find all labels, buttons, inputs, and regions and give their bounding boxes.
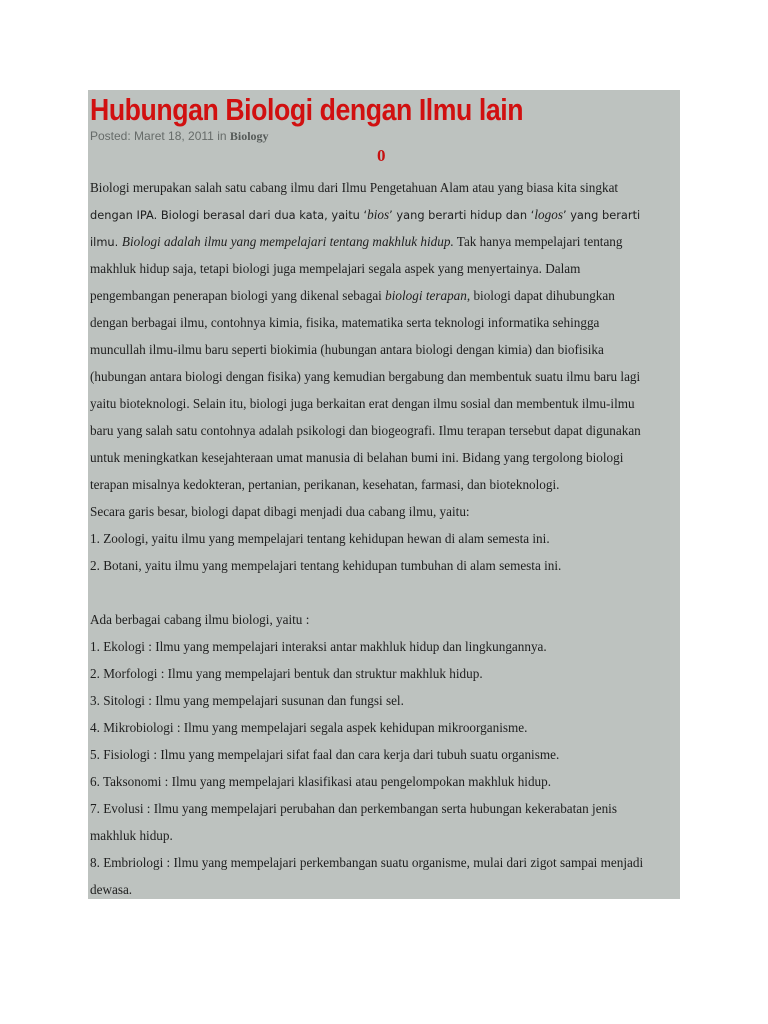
list-item-continued: dewasa. [90, 882, 133, 897]
list-item: 3. Sitologi : Ilmu yang mempelajari susunan dan fungsi sel. [90, 693, 404, 708]
body-line: ilmu. Biologi adalah ilmu yang mempelajari tentang makhluk hidup. Tak hanya mempelajari tentang [90, 234, 623, 249]
list-item-continued: makhluk hidup. [90, 828, 173, 843]
body-line: terapan misalnya kedokteran, pertanian, perikanan, kesehatan, farmasi, dan bioteknologi. [90, 477, 560, 492]
body-line: (hubungan antara biologi dengan fisika) yang kemudian bergabung dan membentuk suatu ilmu baru lagi [90, 369, 641, 384]
body-line: baru yang salah satu contohnya adalah psikologi dan biogeografi. Ilmu terapan tersebut dapat digunakan [90, 423, 641, 438]
list-item: 2. Morfologi : Ilmu yang mempelajari bentuk dan struktur makhluk hidup. [90, 666, 483, 681]
posted-date: Posted: Maret 18, 2011 in [90, 129, 230, 143]
body-line: muncullah ilmu-ilmu baru seperti biokimia (hubungan antara biologi dengan kimia) dan biofisika [90, 342, 604, 357]
section-intro: Ada berbagai cabang ilmu biologi, yaitu : [90, 612, 310, 627]
list-item: 4. Mikrobiologi : Ilmu yang mempelajari segala aspek kehidupan mikroorganisme. [90, 720, 528, 735]
body-line: pengembangan penerapan biologi yang dikenal sebagai biologi terapan, biologi dapat dihubungkan [90, 288, 615, 303]
article-body [90, 174, 675, 903]
body-line: untuk meningkatkan kesejahteraan umat manusia di belahan bumi ini. Bidang yang tergolong biologi [90, 450, 624, 465]
category-link[interactable]: Biology [229, 129, 269, 143]
section-intro: Secara garis besar, biologi dapat dibagi menjadi dua cabang ilmu, yaitu: [90, 504, 470, 519]
post-meta [90, 128, 269, 144]
list-item: 7. Evolusi : Ilmu yang mempelajari perubahan dan perkembangan serta hubungan kekerabatan jenis [90, 801, 617, 816]
body-line: dengan berbagai ilmu, contohnya kimia, fisika, matematika serta teknologi informatika sehingga [90, 315, 600, 330]
page-title: Hubungan Biologi dengan Ilmu lain [90, 92, 524, 127]
body-line: Biologi merupakan salah satu cabang ilmu dari Ilmu Pengetahuan Alam atau yang biasa kita singkat [90, 180, 619, 195]
spacer [90, 579, 675, 606]
body-line: makhluk hidup saja, tetapi biologi juga mempelajari segala aspek yang menyertainya. Dalam [90, 261, 581, 276]
list-item: 2. Botani, yaitu ilmu yang mempelajari tentang kehidupan tumbuhan di alam semesta ini. [90, 558, 562, 573]
body-line: yaitu bioteknologi. Selain itu, biologi juga berkaitan erat dengan ilmu sosial dan membentuk ilmu-ilmu [90, 396, 635, 411]
list-item: 1. Zoologi, yaitu ilmu yang mempelajari tentang kehidupan hewan di alam semesta ini. [90, 531, 550, 546]
list-item: 5. Fisiologi : Ilmu yang mempelajari sifat faal dan cara kerja dari tubuh suatu organisme. [90, 747, 560, 762]
body-line: dengan IPA. Biologi berasal dari dua kata, yaitu ‘bios’ yang berarti hidup dan ‘logos’ yang berarti [90, 207, 641, 222]
list-item: 8. Embriologi : Ilmu yang mempelajari perkembangan suatu organisme, mulai dari zigot sampai menjadi [90, 855, 644, 870]
list-item: 1. Ekologi : Ilmu yang mempelajari interaksi antar makhluk hidup dan lingkungannya. [90, 639, 547, 654]
article-panel [88, 90, 680, 899]
comment-count[interactable]: 0 [377, 146, 386, 165]
list-item: 6. Taksonomi : Ilmu yang mempelajari klasifikasi atau pengelompokan makhluk hidup. [90, 774, 552, 789]
